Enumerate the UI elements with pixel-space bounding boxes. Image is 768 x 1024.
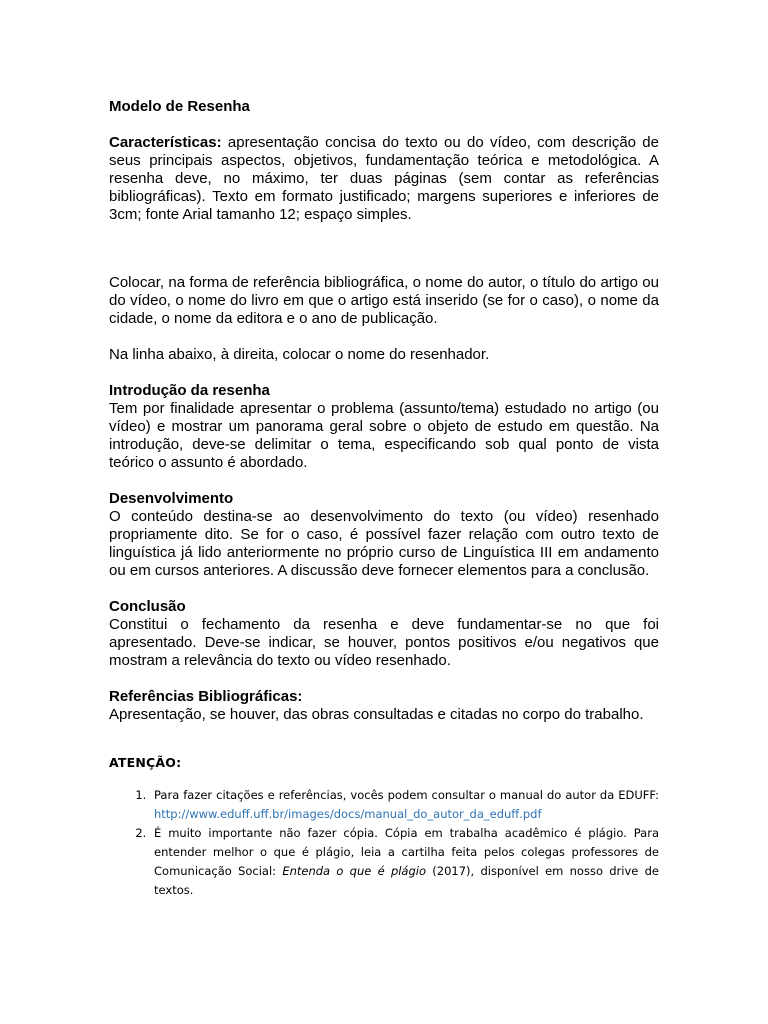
spacer	[109, 224, 659, 274]
resenhador-paragraph: Na linha abaixo, à direita, colocar o nome do resenhador.	[109, 346, 490, 363]
spacer	[109, 328, 659, 346]
section-desenvolvimento	[109, 490, 659, 580]
referencia-paragraph: Colocar, na forma de referência bibliográfica, o nome do autor, o título do artigo ou do vídeo, o nome do livro em que o artigo está inserido (se for o caso), o nome da cidade, o nome da editora e o ano de publicação.	[109, 274, 659, 327]
attention-item-2-text-b: (2017), disponível em nosso drive de textos.	[154, 864, 659, 897]
spacer	[109, 580, 659, 598]
section-heading: Referências Bibliográficas:	[109, 688, 303, 705]
spacer	[109, 472, 659, 490]
attention-item-1	[150, 786, 659, 824]
attention-item-2-text-a: É muito importante não fazer cópia. Cópia em trabalha acadêmico é plágio. Para entender melhor o que é plágio, leia a cartilha feita pelos colegas professores de Comunicação Social:	[154, 826, 659, 878]
section-body: Tem por finalidade apresentar o problema (assunto/tema) estudado no artigo (ou vídeo) e mostrar um panorama geral sobre o objeto de estudo em questão. Na introdução, deve-se delimitar o tema, especificando sob qual ponto de vista teórico o assunto é abordado.	[109, 400, 659, 471]
caracteristicas-text: apresentação concisa do texto ou do vídeo, com descrição de seus principais aspectos, objetivos, fundamentação teórica e metodológica. A resenha deve, no máximo, ter duas páginas (sem contar as referências bibliográficas). Texto em formato justificado; margens superiores e inferiores de 3cm; fonte Arial tamanho 12; espaço simples.	[109, 134, 659, 223]
section-heading: Conclusão	[109, 598, 186, 615]
spacer	[109, 116, 659, 134]
document-page	[109, 98, 659, 900]
attention-item-1-text: Para fazer citações e referências, vocês podem consultar o manual do autor da EDUFF:	[154, 788, 659, 802]
section-heading: Desenvolvimento	[109, 490, 234, 507]
spacer	[109, 364, 659, 382]
attention-list	[109, 786, 659, 900]
eduff-manual-link[interactable]: http://www.eduff.uff.br/images/docs/manual_do_autor_da_eduff.pdf	[154, 807, 542, 821]
section-body: O conteúdo destina-se ao desenvolvimento do texto (ou vídeo) resenhado propriamente dito. Se for o caso, é possível fazer relação com outro texto de linguística já lido anteriormente no próprio curso de Linguística III em andamento ou em cursos anteriores. A discussão deve fornecer elementos para a conclusão.	[109, 508, 659, 579]
attention-item-2	[150, 824, 659, 900]
caracteristicas-label: Características:	[109, 134, 222, 151]
section-body: Apresentação, se houver, das obras consultadas e citadas no corpo do trabalho.	[109, 706, 644, 723]
section-body: Constitui o fechamento da resenha e deve fundamentar-se no que foi apresentado. Deve-se indicar, se houver, pontos positivos e/ou negativos que mostram a relevância do texto ou vídeo resenhado.	[109, 616, 659, 669]
section-heading: Introdução da resenha	[109, 382, 270, 399]
attention-label: ATENÇÃO:	[109, 755, 182, 770]
section-referencias	[109, 688, 659, 724]
caracteristicas-paragraph	[109, 134, 659, 224]
section-conclusao	[109, 598, 659, 670]
section-introducao	[109, 382, 659, 472]
attention-item-2-title: Entenda o que é plágio	[282, 864, 427, 878]
spacer	[109, 670, 659, 688]
document-title: Modelo de Resenha	[109, 98, 250, 115]
